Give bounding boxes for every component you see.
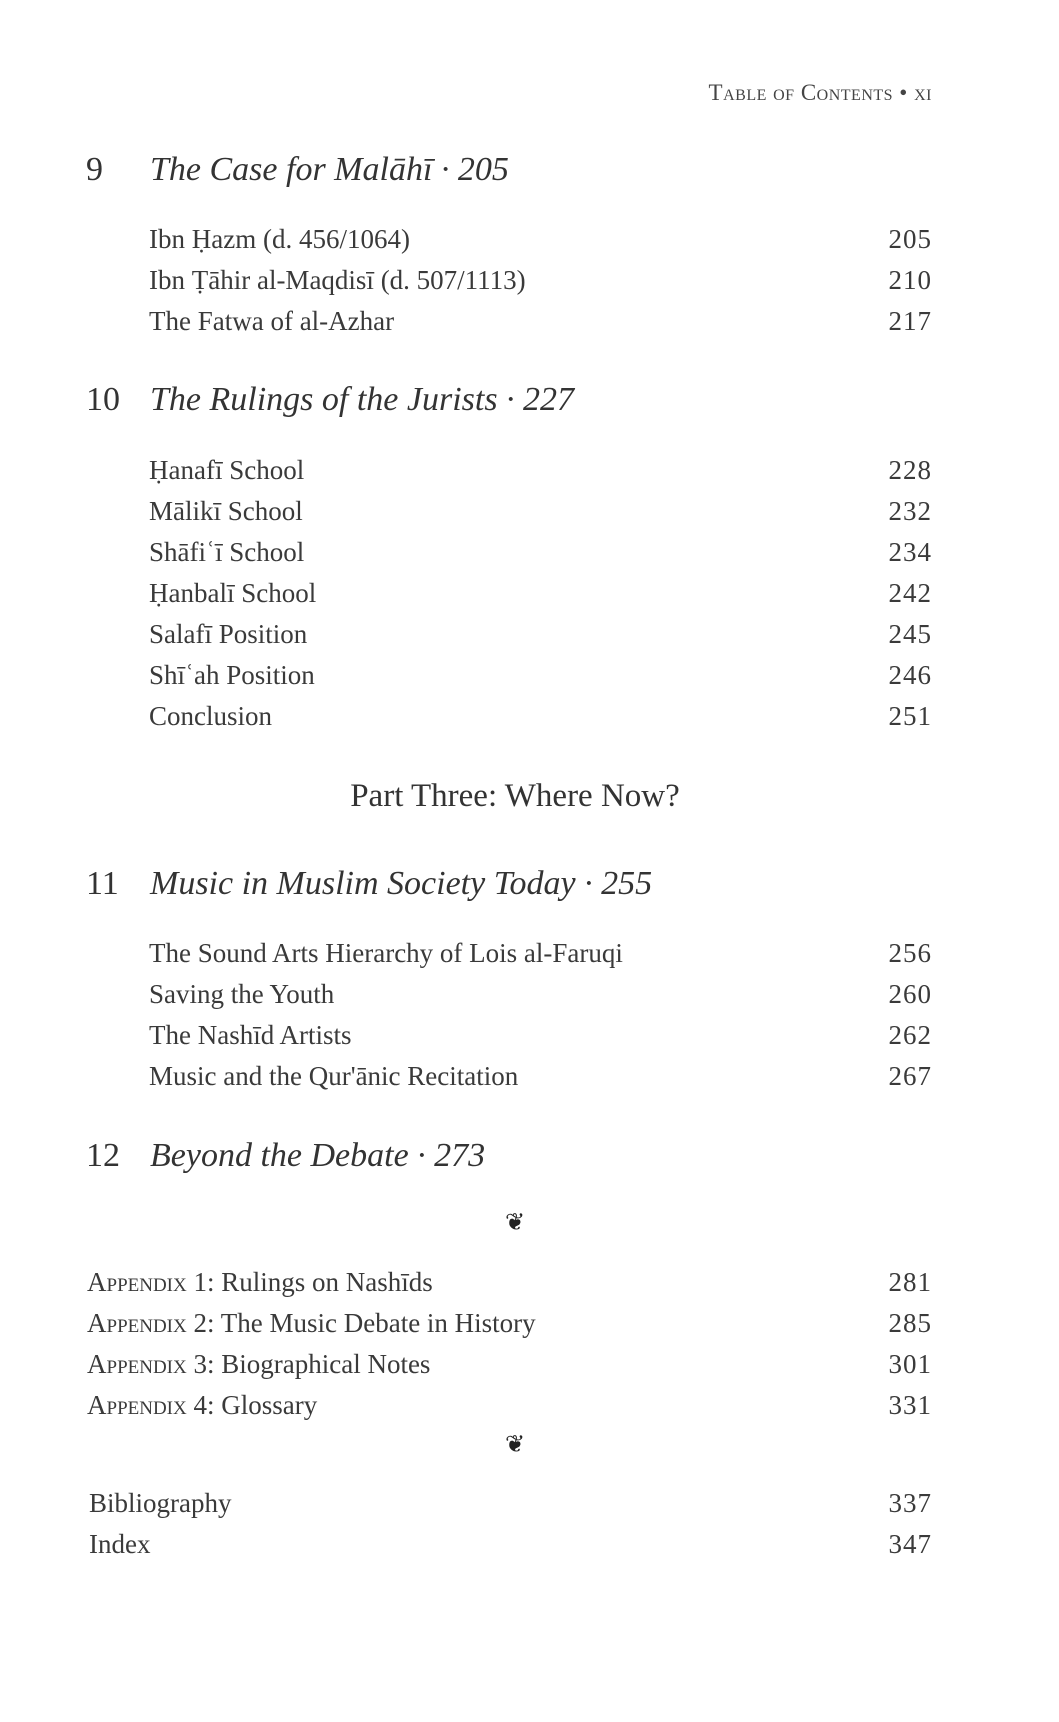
toc-entry[interactable] [0, 573, 1059, 613]
running-header-title: Table of Contents [708, 80, 894, 105]
entry-label[interactable]: Ḥanafī School [149, 455, 305, 485]
appendix-title: Glossary [214, 1390, 318, 1420]
entry-page: 228 [888, 455, 932, 485]
entry-page: 217 [888, 306, 932, 336]
appendix-prefix: Appendix 4: [87, 1390, 215, 1420]
appendix-entry[interactable] [0, 1385, 1059, 1425]
entry-label[interactable]: The Nashīd Artists [149, 1020, 352, 1050]
appendix-entry[interactable] [0, 1344, 1059, 1384]
entry-label[interactable]: Bibliography [89, 1488, 232, 1518]
toc-entry[interactable] [0, 974, 1059, 1014]
chapter-heading[interactable] [0, 1136, 1059, 1176]
fleuron-ornament-icon: ❦ [504, 1432, 526, 1458]
entry-page: 256 [888, 938, 932, 968]
chapter-number: 12 [86, 1137, 120, 1174]
running-header [709, 80, 932, 106]
chapter-number: 9 [86, 151, 103, 188]
chapter-heading[interactable] [0, 380, 1059, 420]
entry-page: 262 [888, 1020, 932, 1050]
toc-entry[interactable] [0, 1056, 1059, 1096]
chapter-title[interactable]: The Case for Malāhī · 205 [150, 151, 509, 188]
appendix-prefix: Appendix 3: [87, 1349, 215, 1379]
appendix-entry[interactable] [0, 1303, 1059, 1343]
entry-page: 285 [888, 1308, 932, 1338]
toc-entry[interactable] [0, 260, 1059, 300]
appendix-label[interactable] [87, 1344, 430, 1384]
toc-entry[interactable] [0, 219, 1059, 259]
toc-entry[interactable] [0, 614, 1059, 654]
toc-entry[interactable] [0, 933, 1059, 973]
chapter-title[interactable]: Music in Muslim Society Today · 255 [150, 865, 653, 902]
fleuron-ornament-icon: ❦ [504, 1210, 526, 1236]
entry-label[interactable]: Conclusion [149, 701, 273, 731]
toc-entry[interactable] [0, 532, 1059, 572]
entry-page: 232 [888, 496, 932, 526]
toc-entry[interactable] [0, 491, 1059, 531]
toc-entry[interactable] [0, 655, 1059, 695]
entry-page: 210 [888, 265, 932, 295]
appendix-label[interactable] [87, 1262, 433, 1302]
entry-label[interactable]: Salafī Position [149, 619, 308, 649]
part-heading: Part Three: Where Now? [350, 778, 680, 814]
entry-page: 331 [888, 1390, 932, 1420]
entry-page: 242 [888, 578, 932, 608]
entry-page: 251 [888, 701, 932, 731]
entry-label[interactable]: The Sound Arts Hierarchy of Lois al-Faruqi [149, 938, 623, 968]
running-header-separator: • [899, 80, 908, 105]
entry-label[interactable]: The Fatwa of al-Azhar [149, 306, 395, 336]
chapter-heading[interactable] [0, 864, 1059, 904]
chapter-number: 11 [86, 865, 119, 902]
entry-page: 205 [888, 224, 932, 254]
page-number: xi [914, 80, 932, 105]
chapter-title[interactable]: The Rulings of the Jurists · 227 [150, 381, 575, 418]
entry-page: 234 [888, 537, 932, 567]
entry-label[interactable]: Ibn Ṭāhir al-Maqdisī (d. 507/1113) [149, 265, 526, 295]
entry-label[interactable]: Mālikī School [149, 496, 303, 526]
toc-entry[interactable] [0, 696, 1059, 736]
toc-entry[interactable] [0, 450, 1059, 490]
back-matter-entry[interactable] [0, 1524, 1059, 1564]
entry-page: 245 [888, 619, 932, 649]
entry-label[interactable]: Music and the Qur'ānic Recitation [149, 1061, 519, 1091]
entry-page: 301 [888, 1349, 932, 1379]
appendix-title: Biographical Notes [214, 1349, 431, 1379]
chapter-number: 10 [86, 381, 120, 418]
appendix-label[interactable] [87, 1303, 536, 1343]
entry-label[interactable]: Saving the Youth [149, 979, 335, 1009]
entry-label[interactable]: Ḥanbalī School [149, 578, 317, 608]
appendix-prefix: Appendix 1: [87, 1267, 215, 1297]
appendix-title: The Music Debate in History [214, 1308, 536, 1338]
entry-page: 347 [888, 1529, 932, 1559]
toc-entry[interactable] [0, 1015, 1059, 1055]
entry-label[interactable]: Ibn Ḥazm (d. 456/1064) [149, 224, 410, 254]
appendix-prefix: Appendix 2: [87, 1308, 215, 1338]
appendix-title: Rulings on Nashīds [214, 1267, 433, 1297]
chapter-title[interactable]: Beyond the Debate · 273 [150, 1137, 486, 1174]
appendix-entry[interactable] [0, 1262, 1059, 1302]
back-matter-entry[interactable] [0, 1483, 1059, 1523]
toc-entry[interactable] [0, 301, 1059, 341]
entry-page: 281 [888, 1267, 932, 1297]
chapter-heading[interactable] [0, 150, 1059, 190]
entry-page: 337 [888, 1488, 932, 1518]
entry-page: 260 [888, 979, 932, 1009]
appendix-label[interactable] [87, 1385, 317, 1425]
entry-label[interactable]: Shāfiʿī School [149, 537, 305, 567]
entry-page: 267 [888, 1061, 932, 1091]
entry-page: 246 [888, 660, 932, 690]
entry-label[interactable]: Shīʿah Position [149, 660, 315, 690]
entry-label[interactable]: Index [89, 1529, 151, 1559]
